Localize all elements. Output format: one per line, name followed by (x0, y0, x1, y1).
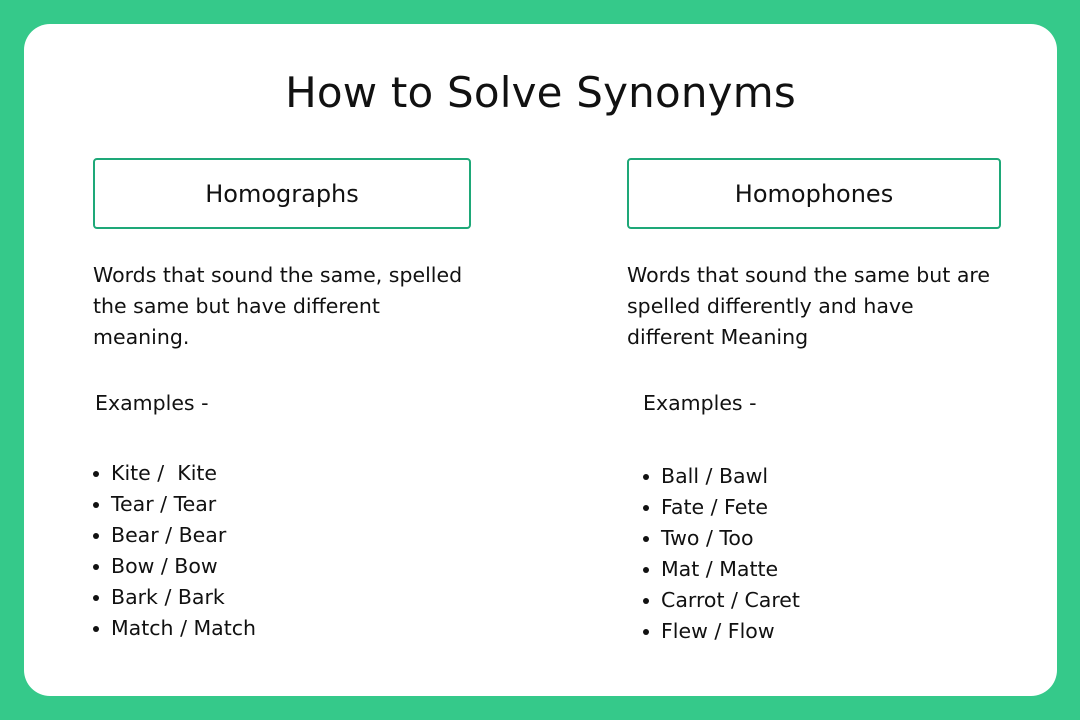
bullet-icon (93, 595, 99, 601)
bullet-icon (643, 629, 649, 635)
list-item (643, 461, 800, 492)
example-text: Kite / Kite (111, 461, 218, 485)
bullet-icon (643, 474, 649, 480)
bullet-icon (93, 533, 99, 539)
homographs-column (93, 158, 471, 640)
example-text: Two / Too (661, 526, 754, 550)
bullet-icon (93, 471, 99, 477)
example-text: Ball / Bawl (661, 464, 769, 488)
bullet-icon (643, 598, 649, 604)
example-text: Bow / Bow (111, 554, 218, 578)
example-text: Tear / Tear (111, 492, 217, 516)
example-text: Bear / Bear (111, 523, 227, 547)
homophones-column (627, 158, 1001, 643)
list-item (93, 458, 256, 489)
bullet-icon (643, 567, 649, 573)
list-item (93, 489, 256, 520)
homographs-heading-box (93, 158, 471, 229)
bullet-icon (643, 536, 649, 542)
bullet-icon (93, 626, 99, 632)
example-text: Bark / Bark (111, 585, 225, 609)
homographs-description: Words that sound the same, spelled the same but have different meaning. (93, 263, 463, 349)
page-title: How to Solve Synonyms (285, 68, 796, 117)
list-item (643, 523, 800, 554)
homophones-example-list (643, 461, 800, 647)
homophones-heading: Homophones (734, 179, 894, 208)
list-item (93, 582, 256, 613)
list-item (643, 585, 800, 616)
example-text: Flew / Flow (661, 619, 775, 643)
homophones-description: Words that sound the same but are spelled differently and have different Meaning (627, 263, 990, 349)
homographs-examples-label: Examples - (95, 391, 209, 415)
list-item (93, 613, 256, 644)
example-text: Mat / Matte (661, 557, 779, 581)
bullet-icon (643, 505, 649, 511)
list-item (643, 616, 800, 647)
example-text: Carrot / Caret (661, 588, 800, 612)
homophones-examples-label: Examples - (643, 391, 757, 415)
bullet-icon (93, 564, 99, 570)
example-text: Fate / Fete (661, 495, 768, 519)
content-card (24, 24, 1057, 696)
example-text: Match / Match (111, 616, 257, 640)
homographs-heading: Homographs (205, 179, 359, 208)
list-item (643, 554, 800, 585)
list-item (643, 492, 800, 523)
homographs-example-list (93, 458, 256, 644)
homophones-heading-box (627, 158, 1001, 229)
list-item (93, 551, 256, 582)
bullet-icon (93, 502, 99, 508)
list-item (93, 520, 256, 551)
